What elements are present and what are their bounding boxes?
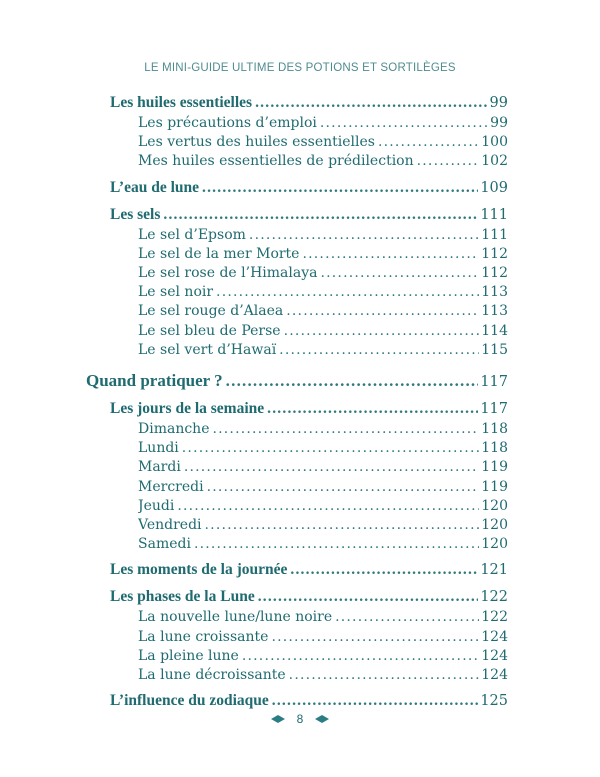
toc-subsection (138, 323, 508, 339)
toc-entry-page: 115 (481, 341, 508, 358)
dot-leader (417, 153, 480, 169)
dot-leader (267, 400, 478, 418)
toc-subsection (138, 667, 508, 683)
dot-leader (284, 323, 480, 339)
toc-entry-title: Les phases de la Lune (110, 588, 255, 606)
toc-entry-page: 125 (480, 693, 508, 710)
toc-entry-title: L’eau de lune (110, 178, 200, 196)
dot-leader (205, 517, 480, 533)
toc-entry-page: 99 (490, 115, 508, 131)
left-diamond-ornament-icon (271, 715, 285, 723)
toc-entry-page: 113 (481, 303, 508, 320)
dot-leader (320, 115, 488, 131)
toc-subsection (138, 648, 508, 664)
toc-subsection (138, 227, 508, 243)
toc-entry-title: Mardi (138, 459, 181, 476)
toc-entry-page: 114 (481, 322, 508, 339)
dot-leader (226, 371, 479, 391)
toc-subsection (138, 421, 508, 437)
dot-leader (194, 536, 479, 552)
toc-subsection (138, 342, 508, 358)
toc-subsection (138, 440, 508, 456)
dot-leader (202, 179, 478, 197)
dot-leader (258, 588, 479, 606)
toc-section (110, 400, 508, 418)
right-diamond-ornament-icon (315, 715, 329, 723)
toc-subsection (138, 609, 508, 625)
toc-subsection (138, 284, 508, 300)
toc-entry-page: 120 (481, 536, 508, 553)
toc-entry-title: Le sel bleu de Perse (138, 322, 281, 339)
toc-subsection (138, 265, 508, 281)
dot-leader (289, 667, 480, 683)
toc-entry-title: Mes huiles essentielles de prédilection (138, 153, 414, 170)
toc-entry-title: Les huiles essentielles (110, 94, 253, 111)
toc-entry-title: Jeudi (138, 497, 175, 514)
dot-leader (163, 206, 478, 224)
dot-leader (177, 498, 479, 514)
dot-leader (279, 342, 479, 358)
running-title: LE MINI-GUIDE ULTIME DES POTIONS ET SORTILÈGES (144, 62, 456, 74)
toc-entry-page: 119 (481, 459, 508, 476)
toc-entry-title: La lune croissante (138, 628, 269, 645)
dot-leader (272, 692, 479, 710)
toc-entry-title: Les précautions d’emploi (138, 115, 317, 131)
toc-entry-page: 100 (481, 134, 508, 151)
dot-leader (290, 561, 478, 579)
toc-entry-page: 99 (489, 95, 508, 111)
dot-leader (242, 648, 479, 664)
toc-entry-page: 124 (481, 667, 508, 683)
toc-entry-page: 118 (481, 421, 508, 437)
toc-entry-title: Le sel rouge d’Alaea (138, 303, 284, 320)
dot-leader (184, 459, 479, 475)
toc-entry-page: 122 (481, 609, 508, 626)
page-footer (0, 712, 600, 726)
toc-entry-page: 111 (480, 206, 508, 223)
toc-subsection (138, 517, 508, 533)
toc-subsection (138, 115, 508, 131)
toc-entry-title: Quand pratiquer ? (86, 371, 223, 390)
toc-subsection (138, 498, 508, 514)
toc-section (110, 588, 508, 606)
dot-leader (335, 609, 479, 625)
toc-entry-page: 117 (480, 374, 508, 390)
toc-entry-page: 120 (481, 497, 508, 514)
toc-entry-page: 111 (481, 226, 508, 243)
toc-entry-title: La pleine lune (138, 647, 239, 664)
toc-subsection (138, 479, 508, 495)
dot-leader (378, 134, 479, 150)
toc-subsection (138, 153, 508, 169)
dot-leader (207, 479, 480, 495)
toc-entry-title: La nouvelle lune/lune noire (138, 609, 333, 626)
toc-subsection (138, 246, 508, 262)
toc-entry-page: 117 (480, 401, 508, 417)
toc-entry-title: Mercredi (138, 478, 204, 495)
toc-entry-title: Le sel vert d’Hawaï (138, 341, 277, 358)
toc-section (110, 179, 508, 197)
dot-leader (255, 94, 487, 112)
toc-subsection (138, 629, 508, 645)
page-number: 8 (296, 712, 304, 726)
toc-entry-page: 109 (480, 179, 508, 196)
toc-entry-page: 124 (481, 647, 508, 664)
dot-leader (212, 421, 479, 437)
toc-entry-page: 120 (481, 517, 508, 533)
toc-entry-page: 113 (481, 284, 508, 301)
toc-section (110, 561, 508, 579)
dot-leader (271, 629, 479, 645)
toc-entry-title: L’influence du zodiaque (110, 692, 269, 710)
toc-entry-title: Le sel rose de l’Himalaya (138, 265, 318, 281)
dot-leader (302, 246, 479, 262)
toc-entry-page: 112 (481, 245, 508, 262)
toc-subsection (138, 303, 508, 319)
dot-leader (286, 303, 479, 319)
dot-leader (216, 284, 479, 300)
toc-entry-title: Le sel noir (138, 284, 214, 301)
toc-entry-page: 122 (480, 589, 508, 606)
toc-entry-title: Dimanche (138, 421, 210, 437)
toc-entry-title: Le sel de la mer Morte (138, 245, 300, 262)
toc-entry-page: 121 (480, 562, 508, 579)
dot-leader (249, 227, 479, 243)
toc-chapter (86, 371, 508, 391)
toc-subsection (138, 536, 508, 552)
toc-entry-page: 118 (481, 440, 508, 457)
toc-entry-title: Les sels (110, 205, 161, 223)
toc-entry-page: 119 (481, 478, 508, 495)
dot-leader (320, 265, 479, 281)
toc-entry-title: Le sel d’Epsom (138, 226, 246, 243)
toc-entry-page: 112 (481, 265, 508, 281)
toc-entry-title: La lune décroissante (138, 667, 286, 683)
toc-entry-title: Lundi (138, 440, 179, 457)
toc-entry-title: Samedi (138, 536, 191, 553)
toc-entry-title: Vendredi (138, 517, 202, 533)
toc-section (110, 206, 508, 224)
toc-section (110, 94, 508, 112)
toc-entry-title: Les vertus des huiles essentielles (138, 134, 375, 151)
toc-entry-page: 102 (481, 153, 508, 170)
dot-leader (182, 440, 479, 456)
toc-entry-page: 124 (481, 628, 508, 645)
toc-entry-title: Les moments de la journée (110, 561, 288, 579)
toc-section (110, 692, 508, 710)
toc-subsection (138, 459, 508, 475)
toc-entry-title: Les jours de la semaine (110, 400, 265, 417)
toc-subsection (138, 134, 508, 150)
